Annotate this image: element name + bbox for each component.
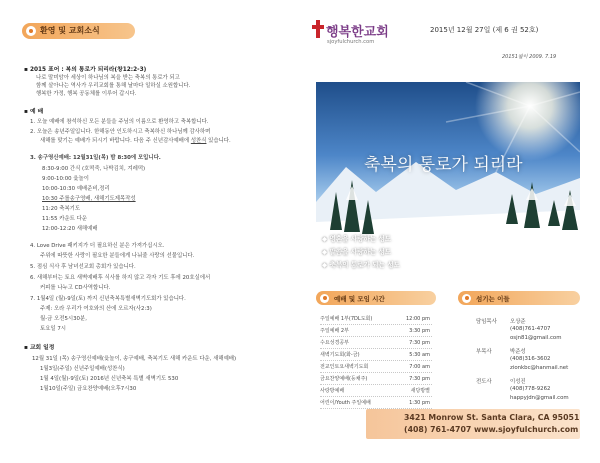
notice-1: 1. 오늘 예배에 참석하신 모든 분들을 주님의 이름으로 환영하고 축복합니다. <box>30 119 209 125</box>
banner-bullet-icon <box>26 26 36 36</box>
hero-bullet-text: 영혼을 사랑하는 성도 <box>329 235 392 243</box>
meeting-time: 7:00 am <box>409 363 430 370</box>
notice-4b: 주위에 따뜻한 사랑이 필요한 분들에게 나눠줄 사랑의 선물입니다. <box>40 253 195 259</box>
hero-bullet-text: 말씀을 사랑하는 성도 <box>329 248 392 256</box>
hero-bullet: ◆ 영혼을 사랑하는 성도 <box>322 235 392 243</box>
meeting-row <box>320 313 432 325</box>
meeting-name: 주일예배 1부(7DL도회) <box>320 316 373 322</box>
notice-7c: 월-금 오전5시30분, <box>40 316 87 322</box>
servants-title: 섬기는 이들 <box>476 295 510 303</box>
motto-title: 2015 표어 : 복의 통로가 되리라(창12:2-3) <box>29 67 147 73</box>
motto-heading: ▪ 2015 표어 : 복의 통로가 되리라(창12:2-3) <box>24 67 147 73</box>
servant-role: 담임목사 <box>476 319 497 325</box>
servant-card <box>476 347 580 374</box>
meeting-time: 새당방별 <box>410 388 430 394</box>
servant-phone: (408)778-9262 <box>510 386 551 392</box>
schedule-item: 11:55 카운트 다운 <box>42 216 87 222</box>
notice-3: 3. 송구영신예배: 12월31일(목) 밤 8:30에 모입니다. <box>30 155 161 161</box>
hero-bullets <box>322 233 400 272</box>
schedule-item: 10:00-10:30 예배준비,정리 <box>42 186 110 192</box>
calendar-line: 1월3일(주일) 신년주일예배(성찬식) <box>40 366 125 372</box>
worship-heading: ▪ 예 배 <box>24 109 44 115</box>
meeting-time: 12:00 pm <box>405 315 430 322</box>
notice-6a: 6. 새해부터는 토요 새벽예배후 식사를 하지 않고 각자 기도 후에 20호실에서 <box>30 275 211 281</box>
notice-4a: 4. Love Drive 패키지가 더 필요하신 분은 가져가십시오. <box>30 243 165 249</box>
notice-7d: 토요일 7시 <box>40 326 66 332</box>
servant-name: 박준성 <box>510 349 526 355</box>
meeting-time: 3:30 pm <box>409 327 430 334</box>
schedule-item: 8:30-9:00 간식 (호떡죽, 나박김치, 겨레떡) <box>42 166 146 172</box>
meeting-row <box>320 325 432 337</box>
meetings-title: 예배 및 모임 시간 <box>334 295 385 303</box>
servant-name: 이성진 <box>510 379 526 385</box>
meeting-time: 7:30 pm <box>409 375 430 382</box>
servant-phone: (408)761-4707 <box>510 326 551 332</box>
church-logo-url: sjoyfulchurch.com <box>327 39 375 45</box>
meeting-time: 7:30 pm <box>409 339 430 346</box>
meeting-row <box>320 361 432 373</box>
meeting-name: 새벽기도회(화-금) <box>320 352 360 358</box>
notice-2b-end: 있습니다. <box>208 138 231 144</box>
meeting-row <box>320 373 432 385</box>
notice-5: 5. 점심 식사 후 남녀선교회 총회가 있습니다. <box>30 264 136 270</box>
schedule-item: 10:30 주를송구영배, 새해기도제목작성 <box>42 196 136 202</box>
hero-bullet: ◆ 축복의 통로가 되는 성도 <box>322 261 400 269</box>
calendar-line: 12월 31일 (목) 송구영신예배(윷놀이, 송구예배, 축복기도 새해 카운트 다운, 새해예배) <box>32 356 237 362</box>
notice-7b: 주제: 오라 우리가 여호와의 산에 오르자(사2:3) <box>40 306 152 312</box>
meeting-name: 전교인토요새벽기도회 <box>320 364 369 370</box>
calendar-heading: ▪ 교회 일정 <box>24 345 55 351</box>
calendar-line: 1월 4일(월)-9일(토) 2016년 신년축복 특별 새벽기도 530 <box>40 376 179 382</box>
notice-2b <box>40 136 231 144</box>
church-logo-name: 행복한교회 <box>326 25 389 40</box>
communion-link[interactable]: 성찬식 <box>190 138 207 144</box>
hero-title: 축복의 통로가 되리라 <box>364 155 523 175</box>
servant-name: 오상준 <box>510 319 526 325</box>
church-cross-icon <box>312 20 324 38</box>
servant-email[interactable]: zionkbc@hanmail.net <box>510 365 569 371</box>
handwritten-note: 20151월이 2009. 7.19 <box>502 54 557 60</box>
notice-2a: 2. 오늘은 송년주일입니다. 한해동안 인도하시고 축복하신 하나님께 감사하며 <box>30 129 211 135</box>
calendar-title: 교회 일정 <box>29 345 55 351</box>
schedule-item: 11:20 축복기도 <box>42 206 81 212</box>
notice-7a: 7. 1월4일 (월)-9일(토) 까지 신년축복특별새벽기도회가 있습니다. <box>30 296 186 302</box>
meeting-name: 어린이/Youth 주일예배 <box>320 400 371 406</box>
servant-phone: (408)316-3602 <box>510 356 551 362</box>
meeting-name: 사랑방예배 <box>320 388 345 394</box>
bulletin-date: 2015년 12월 27일 (제 6 권 52호) <box>430 26 539 34</box>
motto-line-1: 나로 말미암아 세상이 하나님의 복을 받는 축복의 통로가 되고 <box>36 75 180 81</box>
notice-2b-text: 새해를 맞기는 예배가 되시기 바랍니다. 다음 주 신년감사예배에 <box>40 138 190 144</box>
meeting-row <box>320 337 432 349</box>
hero-bullet: ◆ 말씀을 사랑하는 성도 <box>322 248 392 256</box>
servant-card <box>476 377 580 404</box>
meeting-row <box>320 397 432 409</box>
meeting-name: 수요성경공부 <box>320 340 349 346</box>
meeting-time: 1:30 pm <box>409 399 430 406</box>
worship-title: 예 배 <box>29 109 44 115</box>
calendar-line: 1월10일(주일) 금요찬양예배(오후7시30 <box>40 386 137 392</box>
footer-address: 3421 Monrow St. Santa Clara, CA 95051 <box>404 413 580 422</box>
hero-bullet-text: 축복의 통로가 되는 성도 <box>329 261 400 269</box>
servant-email[interactable]: happyjdn@gmail.com <box>510 395 569 401</box>
meetings-bullet-icon <box>320 294 329 303</box>
welcome-banner-title: 환영 및 교회소식 <box>40 26 100 35</box>
motto-line-2: 함께 살아나는 역사가 우리교회를 통해 날마다 일하실 소원합니다. <box>36 83 191 89</box>
schedule-item: 12:00-12:20 새해예배 <box>42 226 98 232</box>
servant-card <box>476 317 580 344</box>
meeting-name: 금요찬양예배(등채주) <box>320 376 368 382</box>
servant-role: 부목사 <box>476 349 492 355</box>
meeting-time: 5:30 am <box>409 351 430 358</box>
servants-bullet-icon <box>462 294 471 303</box>
servant-email[interactable]: osjn81@gmail.com <box>510 335 562 341</box>
footer-contact[interactable]: (408) 761-4707 www.sjoyfulchurch.com <box>404 425 579 434</box>
meeting-name: 주일예배 2부 <box>320 328 349 334</box>
schedule-item: 9:00-10:00 윷놀이 <box>42 176 89 182</box>
motto-line-3: 행복한 가정, 행복 공동체를 이루어 갑시다. <box>36 91 137 97</box>
meeting-row <box>320 385 432 397</box>
servant-role: 전도사 <box>476 379 492 385</box>
meeting-row <box>320 349 432 361</box>
notice-6b: 커피를 나누고 CD사역합니다. <box>40 285 111 291</box>
meetings-table <box>320 313 432 409</box>
